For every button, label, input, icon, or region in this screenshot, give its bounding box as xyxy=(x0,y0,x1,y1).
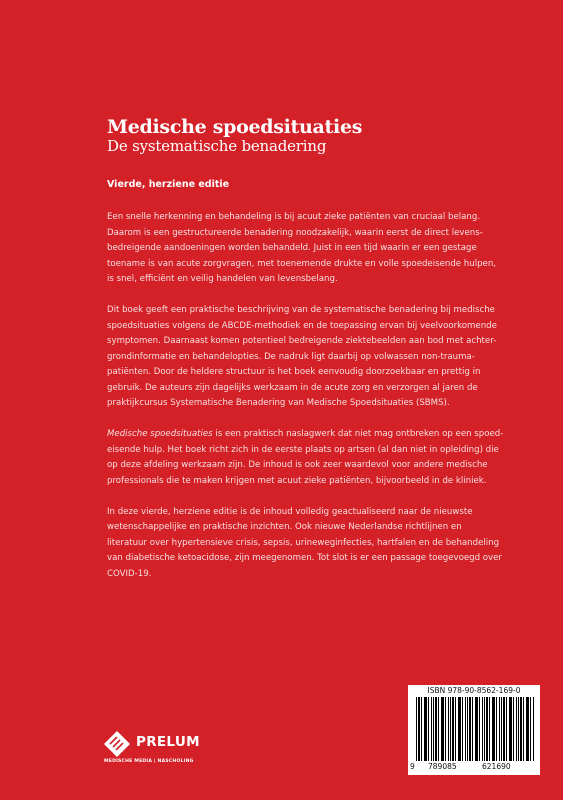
publisher-tagline: MEDISCHE MEDIA | NASCHOLING xyxy=(104,759,194,764)
book-title: Medische spoedsituaties xyxy=(107,116,363,138)
publisher-logo xyxy=(104,727,224,767)
barcode-digits xyxy=(408,762,540,773)
blurb-paragraph-4 xyxy=(107,505,502,583)
barcode-digits-right: 621690 xyxy=(482,762,511,771)
isbn-barcode xyxy=(408,685,540,775)
text-line: praktijkcursus Systematische Benadering van Medische Spoedsituaties (SBMS). xyxy=(107,398,450,408)
publisher-name: PRELUM xyxy=(136,734,200,750)
text-line: is snel, efficiënt en veilig handelen van levensbelang. xyxy=(107,274,338,284)
text-line: op deze afdeling werkzaam zijn. De inhoud is ook zeer waardevol voor andere medische xyxy=(107,460,488,470)
book-subtitle: De systematische benadering xyxy=(107,137,327,155)
text-line xyxy=(107,427,504,443)
barcode-bars xyxy=(416,697,534,761)
text-line: literatuur over hypertensieve crisis, sepsis, urineweginfecties, hartfalen en de behandeling xyxy=(107,537,500,548)
text-line: patiënten. Door de heldere structuur is het boek eenvoudig doorzoekbaar en prettig in xyxy=(107,367,481,377)
text-line: gebruik. De auteurs zijn dagelijks werkzaam in de acute zorg en verzorgen al jaren de xyxy=(107,382,478,393)
text-line: grondinformatie en behandelopties. De nadruk ligt daarbij op volwassen non-trauma- xyxy=(107,351,475,362)
text-line: symptomen. Daarnaast komen potentieel bedreigende ziektebeelden aan bod met achter- xyxy=(107,336,497,346)
text-line: Daarom is een gestructureerde benadering noodzakelijk, waarin eerst de direct levens- xyxy=(107,227,483,238)
text-line: professionals die te maken krijgen met acuut zieke patiënten, bijvoorbeeld in de kliniek. xyxy=(107,475,487,486)
blurb-text xyxy=(107,210,504,598)
text-line: toename is van acute zorgvragen, met toenemende drukte en volle spoedeisende hulpen, xyxy=(107,258,496,269)
text-line: van diabetische ketoacidose, zijn meegenomen. Tot slot is er een passage toegevoegd over xyxy=(107,553,502,563)
barcode-digit-first: 9 xyxy=(410,762,415,771)
text-line: Een snelle herkenning en behandeling is bij acuut zieke patiënten van cruciaal belang. xyxy=(107,212,481,222)
blurb-paragraph-3 xyxy=(107,427,504,489)
text-line: eisende hulp. Het boek richt zich in de eerste plaats op artsen (al dan niet in opleiding) die xyxy=(107,444,499,455)
barcode-digits-left: 789085 xyxy=(428,762,457,771)
blurb-paragraph-1 xyxy=(107,210,496,288)
prelum-logo-icon xyxy=(104,731,130,757)
text-line: COVID-19. xyxy=(107,568,152,579)
text-fragment: is een praktisch naslagwerk dat niet mag ontbreken op een spoed- xyxy=(212,429,504,439)
edition-label: Vierde, herziene editie xyxy=(107,179,230,190)
text-line: spoedsituaties volgens de ABCDE-methodiek en de toepassing ervan bij veelvoorkomende xyxy=(107,320,497,331)
text-line: Dit boek geeft een praktische beschrijving van de systematische benadering bij medische xyxy=(107,305,495,315)
book-title-reference: Medische spoedsituaties xyxy=(107,429,213,439)
text-line: In deze vierde, herziene editie is de inhoud volledig geactualiseerd naar de nieuwste xyxy=(107,506,473,517)
isbn-number: ISBN 978-90-8562-169-0 xyxy=(427,686,521,695)
text-line: bedreigende aandoeningen worden behandeld. Juist in een tijd waarin er een gestage xyxy=(107,243,477,253)
blurb-paragraph-2 xyxy=(107,303,497,412)
text-line: wetenschappelijke en praktische inzichten. Ook nieuwe Nederlandse richtlijnen en xyxy=(107,522,462,532)
